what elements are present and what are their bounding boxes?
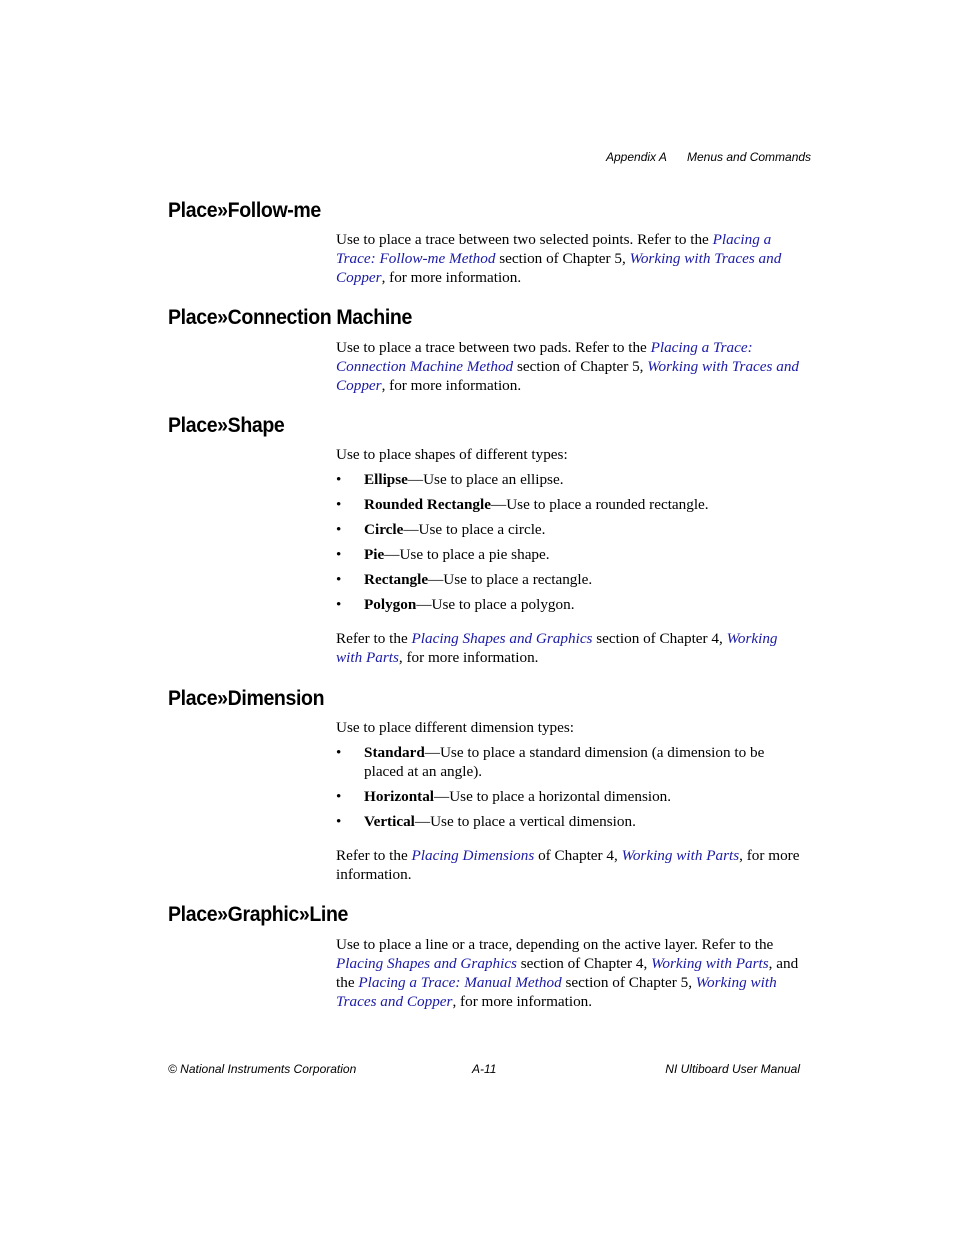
link-working-with-traces-and-copper[interactable]: Working with Traces and Copper	[336, 974, 777, 1010]
section-graphic-line-body	[336, 935, 802, 1011]
list-item: • Polygon—Use to place a polygon.	[336, 595, 802, 614]
link-working-with-parts[interactable]: Working with Parts	[336, 630, 778, 666]
header-chapter-title: Menus and Commands	[687, 150, 812, 164]
link-placing-shapes-and-graphics[interactable]: Placing Shapes and Graphics	[336, 955, 517, 972]
list-item: • Rectangle—Use to place a rectangle.	[336, 570, 802, 589]
heading-connection-machine: Place»Connection Machine	[168, 306, 412, 329]
link-working-with-traces-and-copper[interactable]: Working with Traces and Copper	[336, 250, 782, 286]
paragraph: Use to place a trace between two selected points. Refer to the Placing a Trace: Follow-me Method section of Chapter 5, Working with Traces and Copper, for more information.	[336, 231, 782, 286]
heading-graphic-line: Place»Graphic»Line	[168, 903, 349, 926]
section-dimension-body	[336, 718, 802, 884]
list-item: • Vertical—Use to place a vertical dimension.	[336, 812, 802, 831]
heading-follow-me: Place»Follow-me	[168, 199, 321, 222]
list-item: • Pie—Use to place a pie shape.	[336, 545, 802, 564]
footer-page-number: A-11	[472, 1062, 497, 1076]
section-follow-me-body	[336, 230, 802, 287]
link-placing-trace-manual-method[interactable]: Placing a Trace: Manual Method	[358, 974, 562, 991]
paragraph-intro: Use to place shapes of different types:	[336, 446, 568, 463]
paragraph: Refer to the Placing Dimensions of Chapter 4, Working with Parts, for more information.	[336, 847, 800, 883]
paragraph: Use to place a trace between two pads. Refer to the Placing a Trace: Connection Machine Method section of Chapter 5, Working with Traces and Copper, for more information.	[336, 339, 800, 394]
link-working-with-traces-and-copper[interactable]: Working with Traces and Copper	[336, 358, 800, 394]
list-item: • Standard—Use to place a standard dimension (a dimension to be placed at an angle).	[336, 743, 802, 781]
section-connection-machine-body	[336, 338, 802, 395]
section-shape-body	[336, 445, 802, 667]
footer-manual-title: NI Ultiboard User Manual	[665, 1062, 800, 1076]
footer-copyright: © National Instruments Corporation	[168, 1062, 357, 1076]
list-item: • Ellipse—Use to place an ellipse.	[336, 470, 802, 489]
link-working-with-parts[interactable]: Working with Parts	[621, 847, 740, 864]
heading-dimension: Place»Dimension	[168, 687, 325, 710]
link-working-with-parts[interactable]: Working with Parts	[651, 955, 769, 972]
link-placing-shapes-and-graphics[interactable]: Placing Shapes and Graphics	[411, 630, 593, 647]
link-placing-trace-connection-machine[interactable]: Placing a Trace: Connection Machine Method	[336, 339, 753, 375]
heading-shape: Place»Shape	[168, 414, 285, 437]
header-appendix: Appendix A	[606, 150, 667, 164]
list-item: • Rounded Rectangle—Use to place a rounded rectangle.	[336, 495, 802, 514]
paragraph: Refer to the Placing Shapes and Graphics section of Chapter 4, Working with Parts, for more information.	[336, 630, 778, 666]
paragraph-intro: Use to place different dimension types:	[336, 719, 575, 736]
link-placing-dimensions[interactable]: Placing Dimensions	[411, 847, 535, 864]
link-placing-trace-follow-me[interactable]: Placing a Trace: Follow-me Method	[336, 231, 772, 267]
list-item: • Horizontal—Use to place a horizontal dimension.	[336, 787, 802, 806]
list-item: • Circle—Use to place a circle.	[336, 520, 802, 539]
paragraph: Use to place a line or a trace, depending on the active layer. Refer to the Placing Shapes and Graphics section of Chapter 4, Working with Parts, and the Placing a Trace: Manual Method section of Chapter 5, Working with Traces and Copper, for more information.	[336, 936, 799, 1010]
dimension-list	[336, 743, 802, 831]
shape-list	[336, 470, 802, 614]
